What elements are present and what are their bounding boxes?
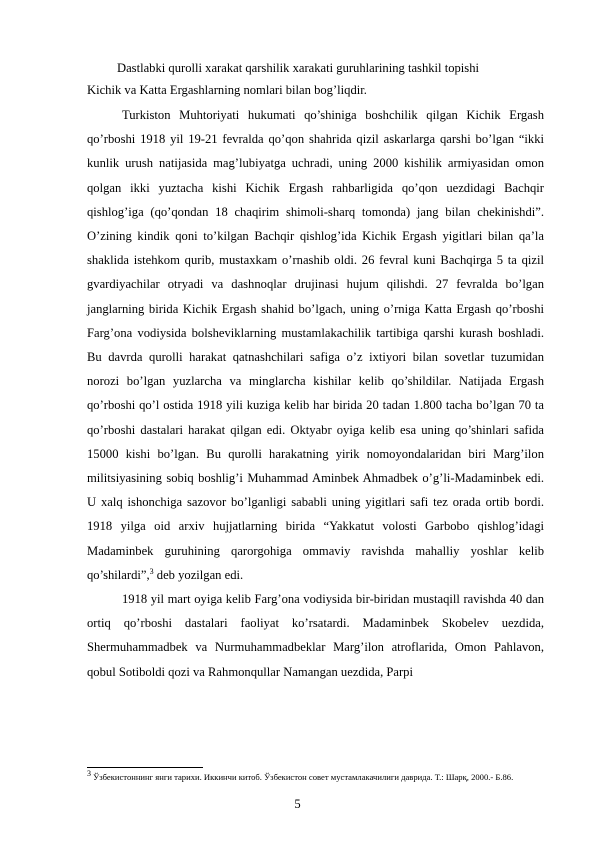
- paragraph-1-tail: deb yozilgan edi.: [156, 567, 244, 582]
- footnote-divider: [87, 767, 203, 768]
- paragraph-1: [87, 103, 544, 587]
- footnote-mark: 3: [87, 769, 91, 779]
- heading-line-2: Kichik va Katta Ergashlarning nomlari bilan bog’liqdir.: [87, 83, 367, 97]
- paragraph-2: [87, 587, 544, 684]
- heading-line-1: Dastlabki qurolli xarakat qarshilik xarakati guruhlarining tashkil topishi: [117, 61, 479, 75]
- footnote-text: Ўзбекистоннинг янги тарихи. Иккинчи китоб. Ўзбекистон совет мустамлакачилиги даврида. Т.: Шарқ, 2000.- Б.86.: [93, 772, 514, 782]
- footnote-ref[interactable]: 3: [149, 566, 154, 576]
- footnote: [87, 771, 544, 783]
- section-heading: [87, 57, 544, 101]
- page-body: [87, 57, 544, 684]
- paragraph-2-text: 1918 yil mart oyiga kelib Farg’ona vodiysida bir-biridan mustaqill ravishda 40 dan ortiq qo’rboshi dastalari faoliyat ko’rsatardi. Madaminbek Skobelev uezdida, Shermuhammadbek va Nurmuhammadbeklar Marg’ilon atroflarida, Omon Pahlavon, qobul Sotiboldi qozi va Rahmonqullar Namangan uezdida, Parpi: [87, 592, 544, 679]
- paragraph-1-text: Turkiston Muhtoriyati hukumati qo’shiniga boshchilik qilgan Kichik Ergash qo’rboshi 1918 yil 19-21 fevralda qo’qon shahrida qizil askarlarga qarshi bo’lgan “ikki kunlik urush natijasida mag’lubiyatga uchradi, uning 2000 kishilik armiyasidan omon qolgan ikki yuztacha kishi Kichik Ergash rahbarligida qo’qon uezdidagi Bachqir qishlog’iga (qo’qondan 18 chaqirim shimoli-sharq tomonda) jang bilan chekinishdi”. O’zining kindik qoni to’kilgan Bachqir qishlog’ida Kichik Ergash yigitlari bilan qa’la shaklida istehkom qurib, mustaxkam o’rnashib oldi. 26 fevral kuni Bachqirga 5 ta qizil gvardiyachilar otryadi va dashnoqlar drujinasi hujum qilishdi. 27 fevralda bo’lgan janglarning birida Kichik Ergash shahid bo’lgach, uning o’rniga Katta Ergash qo’rboshi Farg’ona vodiysida bolsheviklarning mustamlakachilik tartibiga qarshi kurash boshladi. Bu davrda qurolli harakat qatnashchilari safiga o’z ixtiyori bilan sovetlar tuzumidan norozi bo’lgan yuzlarcha va minglarcha kishilar kelib qo’shildilar. Natijada Ergash qo’rboshi qo’l ostida 1918 yili kuziga kelib har birida 20 tadan 1.800 tacha bo’lgan 70 ta qo’rboshi dastalari harakat qilgan edi. Oktyabr oyiga kelib esa uning qo’shinlari safida 15000 kishi bo’lgan. Bu qurolli harakatning yirik nomoyondalaridan biri Marg’ilon militsiyasining sobiq boshlig’i Muhammad Aminbek Ahmadbek o’g’li-Madaminbek edi. U xalq ishonchiga sazovor bo’lganligi sababli uning yigitlari safi tez orada ortib bordi. 1918 yilga oid arxiv hujjatlarning birida “Yakkatut volosti Garbobo qishlog’idagi Madaminbek guruhining qarorgohiga ommaviy ravishda mahalliy yoshlar kelib qo’shilardi”,: [87, 108, 544, 582]
- page-number: 5: [294, 797, 301, 811]
